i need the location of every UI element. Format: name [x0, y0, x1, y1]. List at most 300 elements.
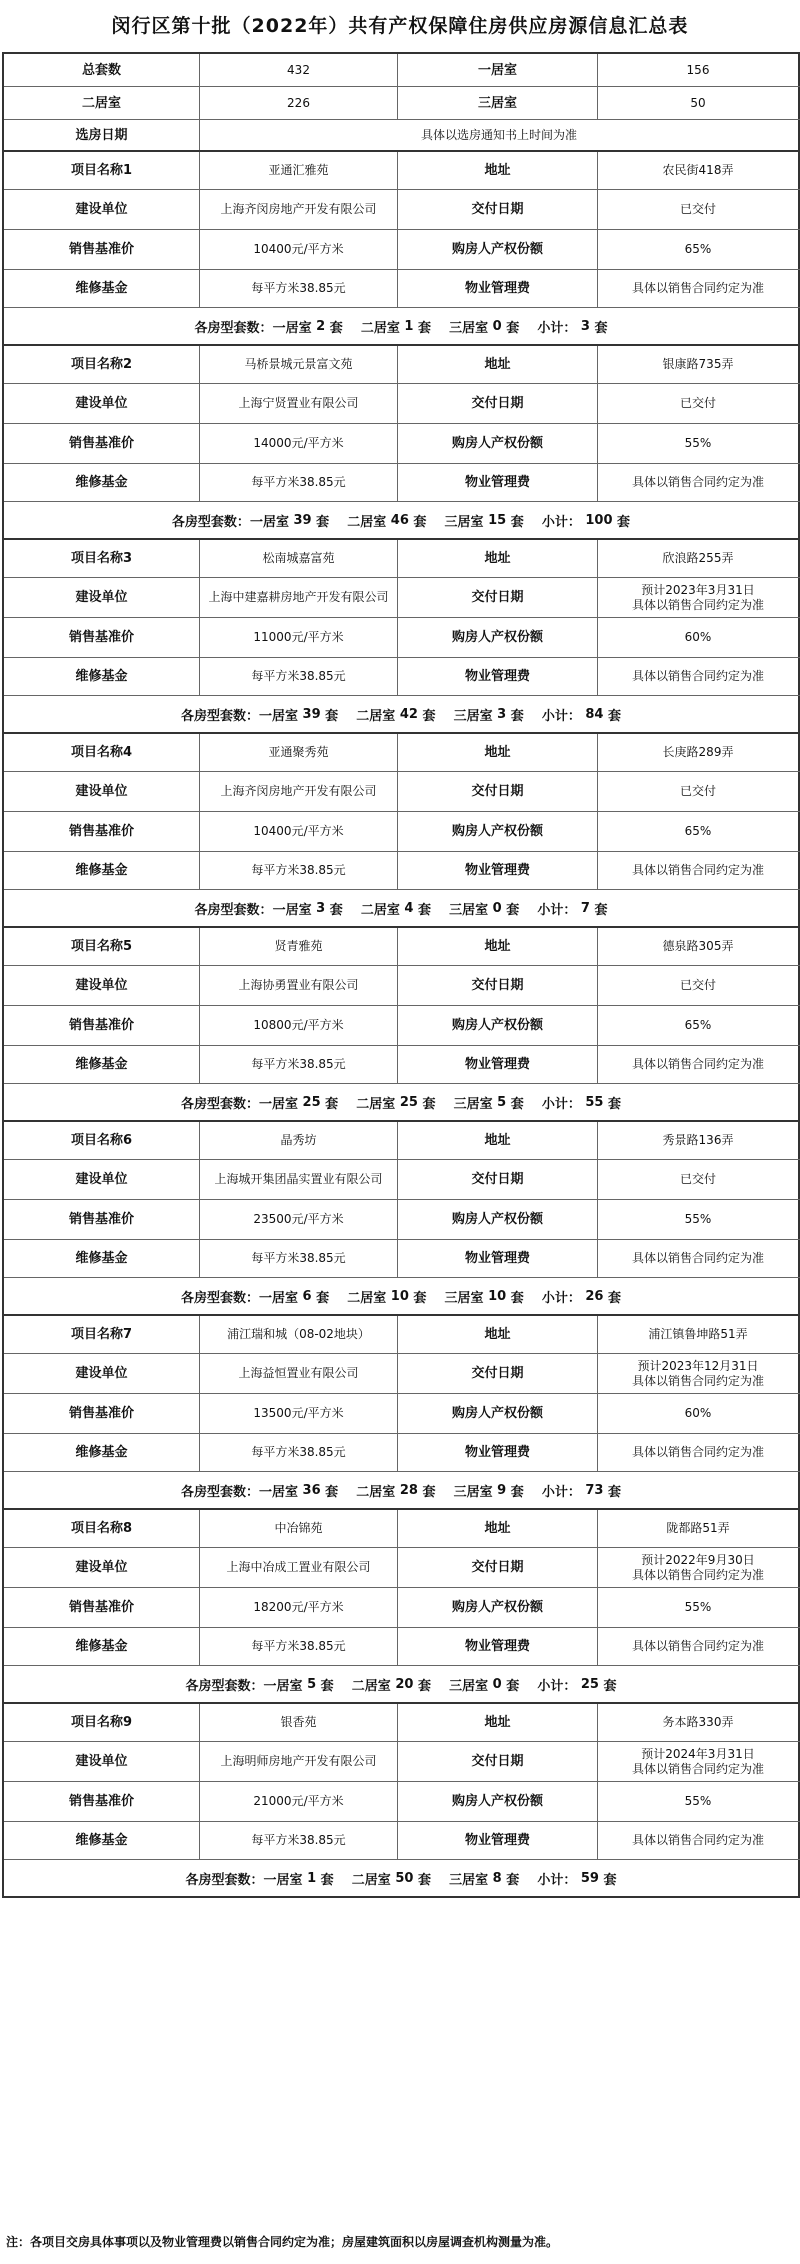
fund-label: 维修基金 [4, 270, 200, 307]
two-bed-label: 二居室 [356, 1096, 396, 1112]
project-share: 55% [598, 424, 800, 463]
share-label: 购房人产权份额 [398, 1200, 598, 1239]
one-bed-count: 6 [302, 1288, 312, 1304]
project-price: 10400元/平方米 [200, 812, 398, 851]
total-count: 7 [580, 900, 590, 916]
spacer [524, 513, 542, 528]
one-bed-count: 3 [316, 900, 326, 916]
unit-label: 套 [510, 1290, 524, 1306]
total-count: 3 [580, 318, 590, 334]
spacer [426, 513, 444, 528]
selection-date-label: 选房日期 [4, 120, 200, 150]
project-fund: 每平方米38.85元 [200, 658, 398, 695]
spacer [524, 707, 542, 722]
unit-label: 套 [510, 1484, 524, 1500]
project-row [4, 966, 800, 1006]
share-label: 购房人产权份额 [398, 1394, 598, 1433]
summary-prefix: 各房型套数： [180, 1484, 259, 1500]
total-count: 100 [585, 512, 613, 528]
unit-label: 套 [506, 1678, 520, 1694]
three-bed-count: 15 [488, 512, 507, 528]
delivery-line: 已交付 [679, 784, 716, 798]
spacer [524, 1289, 542, 1304]
three-bed-count: 0 [492, 1676, 502, 1692]
delivery-label: 交付日期 [398, 1742, 598, 1781]
unit-count-summary [4, 890, 800, 928]
delivery-label: 交付日期 [398, 966, 598, 1005]
two-bed-count: 20 [395, 1676, 414, 1692]
two-bed-label: 二居室 [356, 708, 396, 724]
project-share: 65% [598, 812, 800, 851]
unit-label: 套 [422, 1484, 436, 1500]
two-bed-label: 二居室 [360, 902, 400, 918]
two-bed-count: 4 [404, 900, 414, 916]
address-label: 地址 [398, 734, 598, 771]
project-name-label: 项目名称1 [4, 152, 200, 189]
total-label: 小计： [541, 1290, 581, 1306]
developer-label: 建设单位 [4, 578, 200, 617]
total-count: 55 [585, 1094, 604, 1110]
project-row [4, 1240, 800, 1278]
unit-label: 套 [329, 320, 343, 336]
project-row [4, 190, 800, 230]
delivery-label: 交付日期 [398, 772, 598, 811]
developer-label: 建设单位 [4, 772, 200, 811]
delivery-label: 交付日期 [398, 1548, 598, 1587]
total-label: 小计： [541, 1096, 581, 1112]
project-mgmt: 具体以销售合同约定为准 [598, 1628, 800, 1665]
project-name-label: 项目名称8 [4, 1510, 200, 1547]
project-price: 10400元/平方米 [200, 230, 398, 269]
two-bed-label: 二居室 [351, 1872, 391, 1888]
price-label: 销售基准价 [4, 1782, 200, 1821]
one-bed-count: 39 [293, 512, 312, 528]
unit-count-summary [4, 1084, 800, 1122]
project-developer: 上海明师房地产开发有限公司 [200, 1742, 398, 1781]
developer-label: 建设单位 [4, 190, 200, 229]
delivery-line: 具体以销售合同约定为准 [631, 597, 764, 612]
delivery-label: 交付日期 [398, 384, 598, 423]
project-delivery [598, 966, 800, 1005]
fund-label: 维修基金 [4, 852, 200, 889]
unit-count-summary [4, 502, 800, 540]
unit-label: 套 [506, 902, 520, 918]
project-address: 陇都路51弄 [598, 1510, 800, 1547]
two-bed-label: 二居室 [351, 1678, 391, 1694]
two-bed-label: 二居室 [4, 87, 200, 119]
delivery-line: 预计2023年3月31日 [641, 582, 755, 597]
unit-label: 套 [603, 1872, 617, 1888]
summary-prefix: 各房型套数： [194, 902, 273, 918]
summary-prefix: 各房型套数： [185, 1678, 264, 1694]
spacer [343, 901, 361, 916]
project-row [4, 152, 800, 190]
project-mgmt: 具体以销售合同约定为准 [598, 1240, 800, 1277]
project-mgmt: 具体以销售合同约定为准 [598, 1434, 800, 1471]
project-block [4, 1122, 800, 1316]
delivery-line: 预计2024年3月31日 [641, 1746, 755, 1761]
unit-label: 套 [320, 1678, 334, 1694]
price-label: 销售基准价 [4, 1394, 200, 1433]
project-developer: 上海齐闵房地产开发有限公司 [200, 190, 398, 229]
unit-label: 套 [510, 1096, 524, 1112]
project-row [4, 734, 800, 772]
unit-label: 套 [325, 708, 339, 724]
project-row [4, 1782, 800, 1822]
spacer [519, 1677, 537, 1692]
three-bed-count: 3 [497, 706, 507, 722]
spacer [435, 1095, 453, 1110]
spacer [431, 901, 449, 916]
spacer [524, 1483, 542, 1498]
three-bed-label: 三居室 [398, 87, 598, 119]
unit-label: 套 [510, 514, 524, 530]
address-label: 地址 [398, 1510, 598, 1547]
price-label: 销售基准价 [4, 424, 200, 463]
project-fund: 每平方米38.85元 [200, 1046, 398, 1083]
project-share: 60% [598, 1394, 800, 1433]
project-row [4, 1434, 800, 1472]
mgmt-label: 物业管理费 [398, 1240, 598, 1277]
unit-label: 套 [594, 902, 608, 918]
project-name-label: 项目名称9 [4, 1704, 200, 1741]
project-fund: 每平方米38.85元 [200, 270, 398, 307]
project-row [4, 1704, 800, 1742]
fund-label: 维修基金 [4, 464, 200, 501]
delivery-label: 交付日期 [398, 190, 598, 229]
total-label: 小计： [537, 1678, 577, 1694]
unit-label: 套 [417, 902, 431, 918]
share-label: 购房人产权份额 [398, 230, 598, 269]
share-label: 购房人产权份额 [398, 618, 598, 657]
project-name-label: 项目名称2 [4, 346, 200, 383]
project-row [4, 1510, 800, 1548]
project-name-label: 项目名称7 [4, 1316, 200, 1353]
spacer [435, 707, 453, 722]
delivery-line: 具体以销售合同约定为准 [631, 1373, 764, 1388]
one-bed-label: 一居室 [258, 1484, 298, 1500]
project-row [4, 424, 800, 464]
project-delivery [598, 190, 800, 229]
project-block [4, 1704, 800, 1898]
fund-label: 维修基金 [4, 1628, 200, 1665]
unit-label: 套 [608, 1096, 622, 1112]
unit-label: 套 [422, 1096, 436, 1112]
project-mgmt: 具体以销售合同约定为准 [598, 658, 800, 695]
mgmt-label: 物业管理费 [398, 1434, 598, 1471]
spacer [338, 1095, 356, 1110]
project-row [4, 1742, 800, 1782]
project-fund: 每平方米38.85元 [200, 1434, 398, 1471]
unit-label: 套 [608, 1290, 622, 1306]
total-count: 26 [585, 1288, 604, 1304]
three-bed-count: 10 [488, 1288, 507, 1304]
project-address: 务本路330弄 [598, 1704, 800, 1741]
spacer [343, 319, 361, 334]
project-name: 亚通聚秀苑 [200, 734, 398, 771]
project-developer: 上海中建嘉耕房地产开发有限公司 [200, 578, 398, 617]
project-share: 60% [598, 618, 800, 657]
two-bed-label: 二居室 [356, 1484, 396, 1500]
project-mgmt: 具体以销售合同约定为准 [598, 270, 800, 307]
project-row [4, 812, 800, 852]
unit-label: 套 [417, 1678, 431, 1694]
project-row [4, 578, 800, 618]
project-price: 10800元/平方米 [200, 1006, 398, 1045]
unit-label: 套 [608, 1484, 622, 1500]
project-fund: 每平方米38.85元 [200, 1822, 398, 1859]
spacer [338, 707, 356, 722]
one-bed-label: 一居室 [398, 54, 598, 86]
delivery-line: 预计2022年9月30日 [641, 1552, 755, 1567]
developer-label: 建设单位 [4, 1742, 200, 1781]
summary-prefix: 各房型套数： [194, 320, 273, 336]
one-bed-label: 一居室 [263, 1872, 303, 1888]
project-row [4, 1122, 800, 1160]
overview-row-total [4, 54, 800, 87]
project-row [4, 1200, 800, 1240]
project-delivery [598, 772, 800, 811]
project-developer: 上海宁贤置业有限公司 [200, 384, 398, 423]
three-bed-label: 三居室 [449, 1872, 489, 1888]
summary-prefix: 各房型套数： [180, 1290, 259, 1306]
project-row [4, 852, 800, 890]
two-bed-label: 二居室 [347, 514, 387, 530]
project-delivery [598, 1160, 800, 1199]
total-count: 73 [585, 1482, 604, 1498]
project-name-label: 项目名称5 [4, 928, 200, 965]
unit-label: 套 [506, 1872, 520, 1888]
spacer [334, 1871, 352, 1886]
project-row [4, 1316, 800, 1354]
project-fund: 每平方米38.85元 [200, 1628, 398, 1665]
project-row [4, 772, 800, 812]
unit-label: 套 [325, 1484, 339, 1500]
delivery-label: 交付日期 [398, 1354, 598, 1393]
project-address: 银康路735弄 [598, 346, 800, 383]
total-count: 59 [580, 1870, 599, 1886]
project-name: 浦江瑞和城（08-02地块） [200, 1316, 398, 1353]
unit-label: 套 [594, 320, 608, 336]
delivery-line: 具体以销售合同约定为准 [631, 1761, 764, 1776]
project-name: 松南城嘉富苑 [200, 540, 398, 577]
unit-label: 套 [320, 1872, 334, 1888]
project-share: 55% [598, 1782, 800, 1821]
unit-label: 套 [325, 1096, 339, 1112]
mgmt-label: 物业管理费 [398, 852, 598, 889]
address-label: 地址 [398, 152, 598, 189]
project-list [4, 152, 800, 1898]
selection-date-value: 具体以选房通知书上时间为准 [200, 120, 800, 150]
address-label: 地址 [398, 1316, 598, 1353]
footnote: 注：各项目交房具体事项以及物业管理费以销售合同约定为准；房屋建筑面积以房屋调查机构测量为准。 [6, 2235, 559, 2249]
price-label: 销售基准价 [4, 618, 200, 657]
two-bed-count: 10 [390, 1288, 409, 1304]
project-block [4, 346, 800, 540]
spacer [338, 1483, 356, 1498]
project-fund: 每平方米38.85元 [200, 852, 398, 889]
share-label: 购房人产权份额 [398, 424, 598, 463]
project-name: 亚通汇雅苑 [200, 152, 398, 189]
one-bed-count: 2 [316, 318, 326, 334]
spacer [431, 1677, 449, 1692]
total-label: 小计： [537, 1872, 577, 1888]
address-label: 地址 [398, 1122, 598, 1159]
project-row [4, 928, 800, 966]
one-bed-count: 39 [302, 706, 321, 722]
delivery-line: 已交付 [679, 202, 716, 216]
price-label: 销售基准价 [4, 812, 200, 851]
developer-label: 建设单位 [4, 384, 200, 423]
two-bed-count: 1 [404, 318, 414, 334]
project-share: 55% [598, 1200, 800, 1239]
share-label: 购房人产权份额 [398, 1588, 598, 1627]
project-row [4, 384, 800, 424]
project-row [4, 346, 800, 384]
fund-label: 维修基金 [4, 1434, 200, 1471]
unit-count-summary [4, 1666, 800, 1704]
project-fund: 每平方米38.85元 [200, 464, 398, 501]
total-label: 小计： [541, 708, 581, 724]
project-block [4, 1510, 800, 1704]
unit-label: 套 [422, 708, 436, 724]
two-bed-value: 226 [200, 87, 398, 119]
spacer [329, 1289, 347, 1304]
project-block [4, 734, 800, 928]
project-mgmt: 具体以销售合同约定为准 [598, 1822, 800, 1859]
project-developer: 上海益恒置业有限公司 [200, 1354, 398, 1393]
two-bed-count: 50 [395, 1870, 414, 1886]
developer-label: 建设单位 [4, 966, 200, 1005]
project-row [4, 230, 800, 270]
mgmt-label: 物业管理费 [398, 270, 598, 307]
unit-label: 套 [413, 514, 427, 530]
project-name-label: 项目名称3 [4, 540, 200, 577]
price-label: 销售基准价 [4, 1006, 200, 1045]
two-bed-count: 28 [399, 1482, 418, 1498]
delivery-line: 已交付 [679, 1172, 716, 1186]
project-mgmt: 具体以销售合同约定为准 [598, 852, 800, 889]
mgmt-label: 物业管理费 [398, 1046, 598, 1083]
project-share: 65% [598, 230, 800, 269]
price-label: 销售基准价 [4, 1588, 200, 1627]
total-label: 小计： [537, 902, 577, 918]
mgmt-label: 物业管理费 [398, 1822, 598, 1859]
delivery-line: 已交付 [679, 978, 716, 992]
one-bed-count: 1 [307, 1870, 317, 1886]
one-bed-count: 25 [302, 1094, 321, 1110]
two-bed-count: 42 [399, 706, 418, 722]
spacer [435, 1483, 453, 1498]
delivery-label: 交付日期 [398, 578, 598, 617]
project-delivery [598, 1548, 800, 1587]
overview-row-date [4, 120, 800, 152]
project-price: 23500元/平方米 [200, 1200, 398, 1239]
project-row [4, 1394, 800, 1434]
spacer [519, 319, 537, 334]
project-name: 马桥景城元景富文苑 [200, 346, 398, 383]
project-row [4, 1046, 800, 1084]
total-label: 小计： [541, 514, 581, 530]
project-row [4, 618, 800, 658]
total-count: 25 [580, 1676, 599, 1692]
project-developer: 上海齐闵房地产开发有限公司 [200, 772, 398, 811]
three-bed-label: 三居室 [453, 1096, 493, 1112]
project-delivery [598, 578, 800, 617]
project-name: 贤青雅苑 [200, 928, 398, 965]
project-row [4, 1006, 800, 1046]
project-row [4, 1588, 800, 1628]
overview-row-beds [4, 87, 800, 120]
summary-prefix: 各房型套数： [171, 514, 250, 530]
unit-label: 套 [617, 514, 631, 530]
three-bed-label: 三居室 [453, 708, 493, 724]
project-row [4, 1354, 800, 1394]
project-developer: 上海中冶成工置业有限公司 [200, 1548, 398, 1587]
unit-count-summary [4, 1860, 800, 1898]
delivery-line: 具体以销售合同约定为准 [631, 1567, 764, 1582]
mgmt-label: 物业管理费 [398, 1628, 598, 1665]
project-name-label: 项目名称6 [4, 1122, 200, 1159]
delivery-label: 交付日期 [398, 1160, 598, 1199]
project-address: 长庚路289弄 [598, 734, 800, 771]
one-bed-count: 5 [307, 1676, 317, 1692]
unit-label: 套 [608, 708, 622, 724]
spacer [334, 1677, 352, 1692]
address-label: 地址 [398, 346, 598, 383]
three-bed-label: 三居室 [444, 514, 484, 530]
total-label: 小计： [537, 320, 577, 336]
unit-count-summary [4, 1278, 800, 1316]
spacer [431, 1871, 449, 1886]
unit-label: 套 [510, 708, 524, 724]
share-label: 购房人产权份额 [398, 1006, 598, 1045]
three-bed-label: 三居室 [449, 902, 489, 918]
project-price: 11000元/平方米 [200, 618, 398, 657]
project-developer: 上海协勇置业有限公司 [200, 966, 398, 1005]
unit-label: 套 [316, 1290, 330, 1306]
fund-label: 维修基金 [4, 1822, 200, 1859]
address-label: 地址 [398, 928, 598, 965]
project-delivery [598, 384, 800, 423]
unit-count-summary [4, 308, 800, 346]
project-row [4, 270, 800, 308]
project-block [4, 1316, 800, 1510]
spacer [426, 1289, 444, 1304]
three-bed-count: 8 [492, 1870, 502, 1886]
price-label: 销售基准价 [4, 1200, 200, 1239]
project-price: 21000元/平方米 [200, 1782, 398, 1821]
project-share: 65% [598, 1006, 800, 1045]
unit-label: 套 [603, 1678, 617, 1694]
housing-table [2, 52, 800, 1898]
two-bed-count: 46 [390, 512, 409, 528]
spacer [519, 1871, 537, 1886]
project-name: 中冶锦苑 [200, 1510, 398, 1547]
three-bed-label: 三居室 [444, 1290, 484, 1306]
fund-label: 维修基金 [4, 658, 200, 695]
three-bed-count: 0 [492, 900, 502, 916]
one-bed-label: 一居室 [249, 514, 289, 530]
project-delivery [598, 1354, 800, 1393]
delivery-line: 预计2023年12月31日 [637, 1358, 759, 1373]
developer-label: 建设单位 [4, 1160, 200, 1199]
total-label: 小计： [541, 1484, 581, 1500]
project-developer: 上海城开集团晶实置业有限公司 [200, 1160, 398, 1199]
project-price: 18200元/平方米 [200, 1588, 398, 1627]
share-label: 购房人产权份额 [398, 1782, 598, 1821]
project-row [4, 1160, 800, 1200]
